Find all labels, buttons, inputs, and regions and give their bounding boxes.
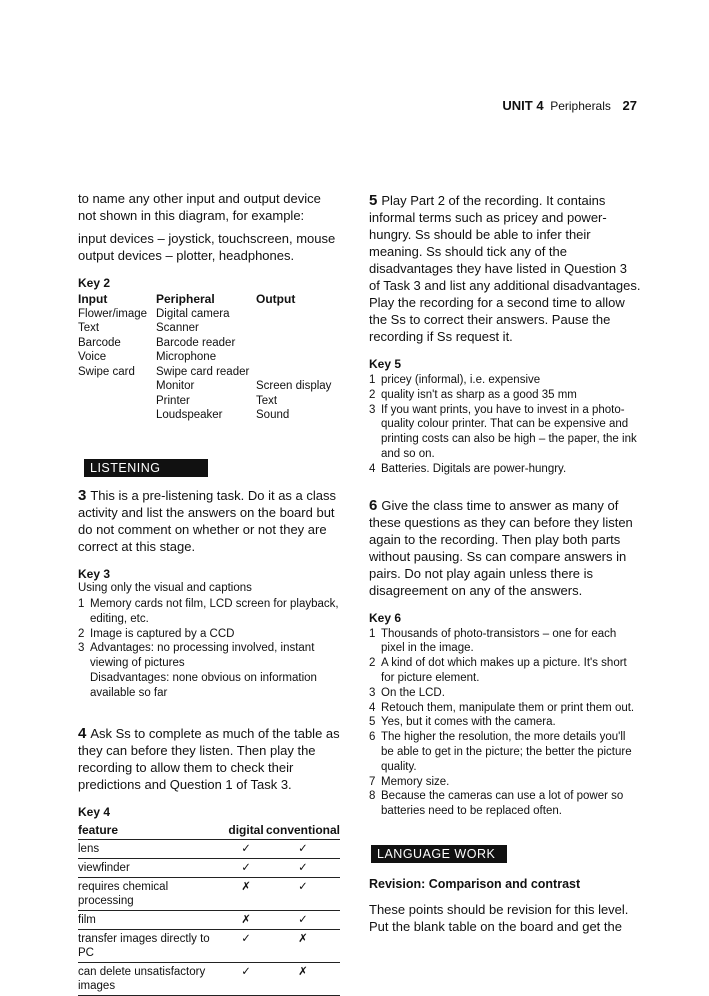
- item-text: Retouch them, manipulate them or print them out.: [381, 701, 635, 714]
- page-number: 27: [622, 98, 637, 113]
- key5-list: [369, 373, 641, 477]
- examples-text: input devices – joystick, touchscreen, mouse output devices – plotter, headphones.: [78, 231, 336, 263]
- key6-title: Key 6: [369, 610, 402, 625]
- item-text: Yes, but it comes with the camera.: [381, 716, 556, 729]
- task4-text: [78, 725, 340, 793]
- task4-body: Ask Ss to complete as much of the table as they can before they listen. Then play the recording to allow them to check their predictions and Question 1 of Task 3.: [78, 725, 340, 792]
- task5-number: 5: [369, 192, 378, 209]
- key2-table: [78, 292, 340, 423]
- tick-mark: ✗: [226, 877, 266, 910]
- tick-mark: ✓: [266, 877, 340, 910]
- list-item: [78, 671, 340, 701]
- tick-mark: ✗: [266, 962, 340, 995]
- task6-text: [369, 497, 641, 599]
- item-text: If you want prints, you have to invest in a photo-quality colour printer. That can be expensive and printing costs can also be high – the paper, the ink and so on.: [381, 403, 637, 460]
- column-header: feature: [78, 821, 226, 840]
- running-header: [502, 98, 637, 113]
- item-number: 2: [369, 657, 376, 670]
- key2-cell: Printer: [156, 394, 190, 407]
- table-cell: transfer images directly to PC: [78, 929, 226, 962]
- item-number: 4: [369, 462, 376, 475]
- left-column: [78, 190, 340, 996]
- key2-header: Input: [78, 292, 108, 306]
- item-text: Thousands of photo-transistors – one for each pixel in the image.: [381, 627, 617, 655]
- item-number: 8: [369, 790, 376, 803]
- item-number: 3: [369, 403, 376, 416]
- list-item: [369, 730, 641, 774]
- key2-cell: Text: [256, 394, 278, 407]
- key2-cell: [78, 394, 156, 409]
- task4-number: 4: [78, 724, 87, 742]
- item-number: 7: [369, 775, 376, 788]
- key2-cell: Voice: [78, 351, 107, 363]
- tick-mark: ✓: [266, 910, 340, 929]
- item-number: 2: [369, 388, 376, 401]
- list-item: [78, 627, 340, 642]
- tick-mark: ✓: [266, 858, 340, 877]
- table-row: [78, 877, 340, 910]
- right-column: [369, 192, 641, 935]
- item-text: Memory size.: [381, 775, 450, 788]
- key2-cell: Digital camera: [156, 307, 230, 320]
- item-text: Memory cards not film, LCD screen for playback, editing, etc.: [90, 598, 339, 625]
- key2-cell: [78, 408, 156, 423]
- item-text: Because the cameras can use a lot of power so batteries need to be replaced often.: [381, 790, 624, 818]
- list-item: [369, 701, 641, 716]
- item-number: 5: [369, 716, 376, 729]
- item-number: 3: [369, 686, 376, 699]
- key2-header: Peripheral: [156, 292, 215, 306]
- item-number: 1: [78, 598, 85, 610]
- table-row: [78, 962, 340, 995]
- list-item: [369, 373, 641, 388]
- task6-number: 6: [369, 496, 378, 514]
- table-header-row: [78, 821, 340, 840]
- revision-title: Revision: Comparison and contrast: [369, 876, 581, 891]
- item-text: Batteries. Digitals are power-hungry.: [381, 462, 567, 475]
- key5-title: Key 5: [369, 357, 402, 371]
- item-text: pricey (informal), i.e. expensive: [381, 374, 541, 386]
- key2-cell: Sound: [256, 409, 290, 421]
- task5-text: [369, 192, 641, 345]
- tick-mark: ✓: [226, 962, 266, 995]
- key2-cell: Scanner: [156, 322, 199, 334]
- language-work-banner: LANGUAGE WORK: [371, 845, 507, 863]
- table-cell: can delete unsatisfactory images: [78, 962, 226, 995]
- unit-label: UNIT 4: [502, 98, 544, 113]
- key2-cell: Screen display: [256, 380, 332, 392]
- item-text: Image is captured by a CCD: [90, 627, 235, 640]
- item-text: quality isn't as sharp as a good 35 mm: [381, 388, 577, 401]
- tick-mark: ✗: [266, 929, 340, 962]
- key2-header: Output: [256, 292, 296, 306]
- list-item: [369, 789, 641, 819]
- key3-lead: Using only the visual and captions: [78, 581, 252, 594]
- table-row: [78, 858, 340, 877]
- key2-cell: Swipe card reader: [156, 365, 250, 378]
- task3-number: 3: [78, 486, 87, 504]
- key2-title: Key 2: [78, 276, 111, 290]
- item-number: 2: [78, 627, 85, 640]
- list-item: [369, 775, 641, 790]
- item-text: Disadvantages: none obvious on information available so far: [90, 671, 317, 699]
- key2-cell: Loudspeaker: [156, 409, 223, 421]
- list-item: [369, 686, 641, 701]
- key2-cell: Barcode: [78, 336, 121, 349]
- key4-title: Key 4: [78, 804, 111, 819]
- tick-mark: ✓: [226, 858, 266, 877]
- table-row: [78, 839, 340, 858]
- key2-cell: Barcode reader: [156, 336, 236, 349]
- list-item: [369, 656, 641, 686]
- list-item: [369, 403, 641, 462]
- key3-list: [78, 597, 340, 701]
- tick-mark: ✓: [226, 839, 266, 858]
- tick-mark: ✓: [266, 839, 340, 858]
- key2-cell: [78, 379, 156, 394]
- item-number: 3: [78, 642, 85, 655]
- key2-cell: [256, 336, 336, 351]
- task6-body: Give the class time to answer as many of these questions as they can before they listen again to the recording. Then play both parts without pausing. Ss can compare answers in pairs. Do not play again unless there is disagreement on any of the answers.: [369, 497, 633, 598]
- key2-cell: [256, 307, 336, 322]
- key6-list: [369, 627, 641, 819]
- revision-text: These points should be revision for this level. Put the blank table on the board and get the: [369, 901, 629, 934]
- table-cell: lens: [78, 839, 226, 858]
- table-cell: requires chemical processing: [78, 877, 226, 910]
- key4-table: [78, 821, 340, 996]
- table-cell: viewfinder: [78, 858, 226, 877]
- item-number: 6: [369, 731, 376, 744]
- item-number: 1: [369, 627, 376, 640]
- intro-text: to name any other input and output device not shown in this diagram, for example:: [78, 191, 321, 223]
- key2-cell: [256, 350, 336, 365]
- list-item: [369, 462, 641, 477]
- tick-mark: ✗: [226, 910, 266, 929]
- item-text: Advantages: no processing involved, instant viewing of pictures: [90, 642, 315, 670]
- table-cell: film: [78, 910, 226, 929]
- tick-mark: ✓: [226, 929, 266, 962]
- listening-banner: LISTENING: [84, 459, 208, 477]
- item-text: The higher the resolution, the more details you'll be able to get in the picture; the better the picture quality.: [381, 731, 632, 773]
- column-header: digital: [226, 821, 266, 840]
- key2-cell: [256, 365, 336, 380]
- task3-text: [78, 487, 340, 555]
- item-text: A kind of dot which makes up a picture. It's short for picture element.: [381, 657, 627, 684]
- list-item: [369, 715, 641, 730]
- table-row: [78, 910, 340, 929]
- list-item: [369, 627, 641, 657]
- key2-cell: Swipe card: [78, 365, 135, 378]
- key3-title: Key 3: [78, 566, 111, 581]
- key2-cell: Flower/image: [78, 307, 148, 320]
- section-label: Peripherals: [550, 99, 611, 113]
- key2-cell: Microphone: [156, 351, 217, 363]
- key2-cell: Monitor: [156, 380, 195, 392]
- key2-cell: Text: [78, 322, 100, 334]
- column-header: conventional: [266, 821, 340, 840]
- task5-body: Play Part 2 of the recording. It contains informal terms such as pricey and power-hungry. Ss should be able to infer their meaning. Ss should tick any of the disadvantages they have listed in Question 3 of Task 3 and list any additional disadvantages. Play the recording for a second time to allow the Ss to correct their answers. Pause the recording if Ss request it.: [369, 193, 641, 344]
- table-row: [78, 929, 340, 962]
- list-item: [78, 597, 340, 627]
- task3-body: This is a pre-listening task. Do it as a class activity and list the answers on the board but do not comment on whether or not they are correct at this stage.: [78, 487, 336, 554]
- item-text: On the LCD.: [381, 686, 445, 699]
- item-number: 4: [369, 701, 376, 714]
- key2-cell: [256, 321, 336, 336]
- list-item: [369, 388, 641, 403]
- list-item: [78, 641, 340, 671]
- item-number: 1: [369, 374, 376, 386]
